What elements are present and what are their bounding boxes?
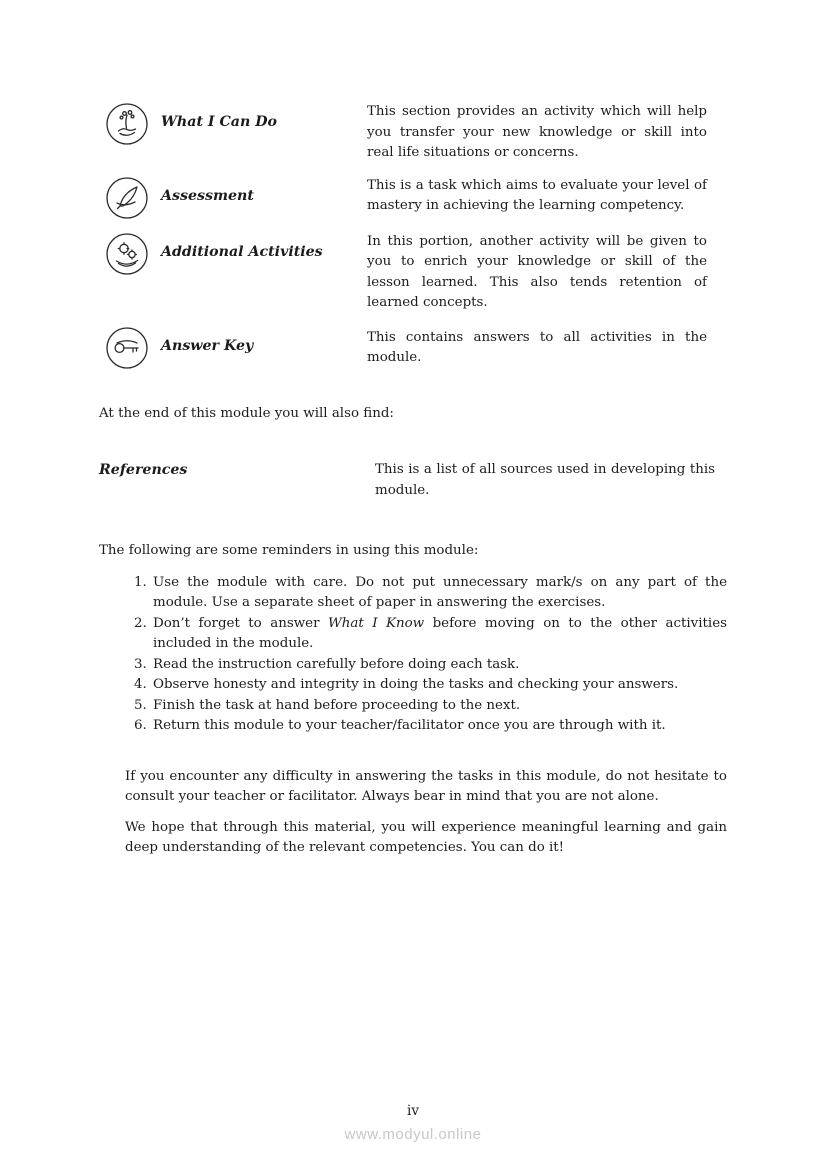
reminder-text: Return this module to your teacher/facilitator once you are through with it. <box>153 718 666 733</box>
reminders-list <box>125 573 727 737</box>
reminder-item <box>151 696 727 717</box>
page-footer <box>0 1101 826 1145</box>
references-row <box>99 460 727 501</box>
section-row-answer-key <box>99 326 727 370</box>
reminder-item <box>151 573 727 614</box>
reminder-item <box>151 614 727 655</box>
section-label: Assessment <box>161 187 254 204</box>
reminder-text-prefix: Don’t forget to answer <box>153 615 328 631</box>
closing-paragraph: If you encounter any difficulty in answering the tasks in this module, do not hesitate to consult your teacher or facilitator. Always bear in mind that you are not alone. <box>125 768 727 804</box>
page-number: iv <box>407 1103 419 1119</box>
reminder-item <box>151 716 727 737</box>
hand-with-gears-icon <box>99 232 161 276</box>
reminder-text: Use the module with care. Do not put unnecessary mark/s on any part of the module. Use a separate sheet of paper in answering the exercises. <box>153 574 727 610</box>
section-row-assessment <box>99 176 727 220</box>
hand-holding-sprig-icon <box>99 102 161 146</box>
reminder-item <box>151 655 727 676</box>
references-description: This is a list of all sources used in developing this module. <box>375 462 715 498</box>
section-row-what-i-can-do <box>99 102 727 164</box>
reminder-text: Read the instruction carefully before doing each task. <box>153 656 520 672</box>
reminder-item <box>151 675 727 696</box>
reminder-text-italic: What I Know <box>327 615 425 631</box>
section-label: Additional Activities <box>161 243 323 260</box>
section-description: In this portion, another activity will be given to you to enrich your knowledge or skill of the lesson learned. This also tends retention of learned concepts. <box>367 233 707 310</box>
hand-writing-pen-icon <box>99 176 161 220</box>
section-description: This section provides an activity which will help you transfer your new knowledge or skill into real life situations or concerns. <box>367 104 707 160</box>
find-note: At the end of this module you will also find: <box>99 405 394 421</box>
section-label: What I Can Do <box>161 114 278 130</box>
section-row-additional-activities <box>99 232 727 314</box>
section-description: This is a task which aims to evaluate your level of mastery in achieving the learning competency. <box>367 177 707 213</box>
reminders-intro: The following are some reminders in using this module: <box>99 543 479 558</box>
reminder-text: Observe honesty and integrity in doing the tasks and checking your answers. <box>153 677 679 692</box>
references-label: References <box>99 462 188 478</box>
watermark-text: www.modyul.online <box>344 1125 482 1143</box>
closing-paragraph: We hope that through this material, you will experience meaningful learning and gain deep understanding of the relevant competencies. You can do it! <box>125 819 727 855</box>
key-icon <box>99 326 161 370</box>
reminder-text: Finish the task at hand before proceeding to the next. <box>153 697 521 713</box>
reminder-text-suffix: before moving on to the other activities included in the module. <box>153 615 727 651</box>
section-description: This contains answers to all activities in the module. <box>367 329 707 365</box>
section-label: Answer Key <box>161 337 254 354</box>
